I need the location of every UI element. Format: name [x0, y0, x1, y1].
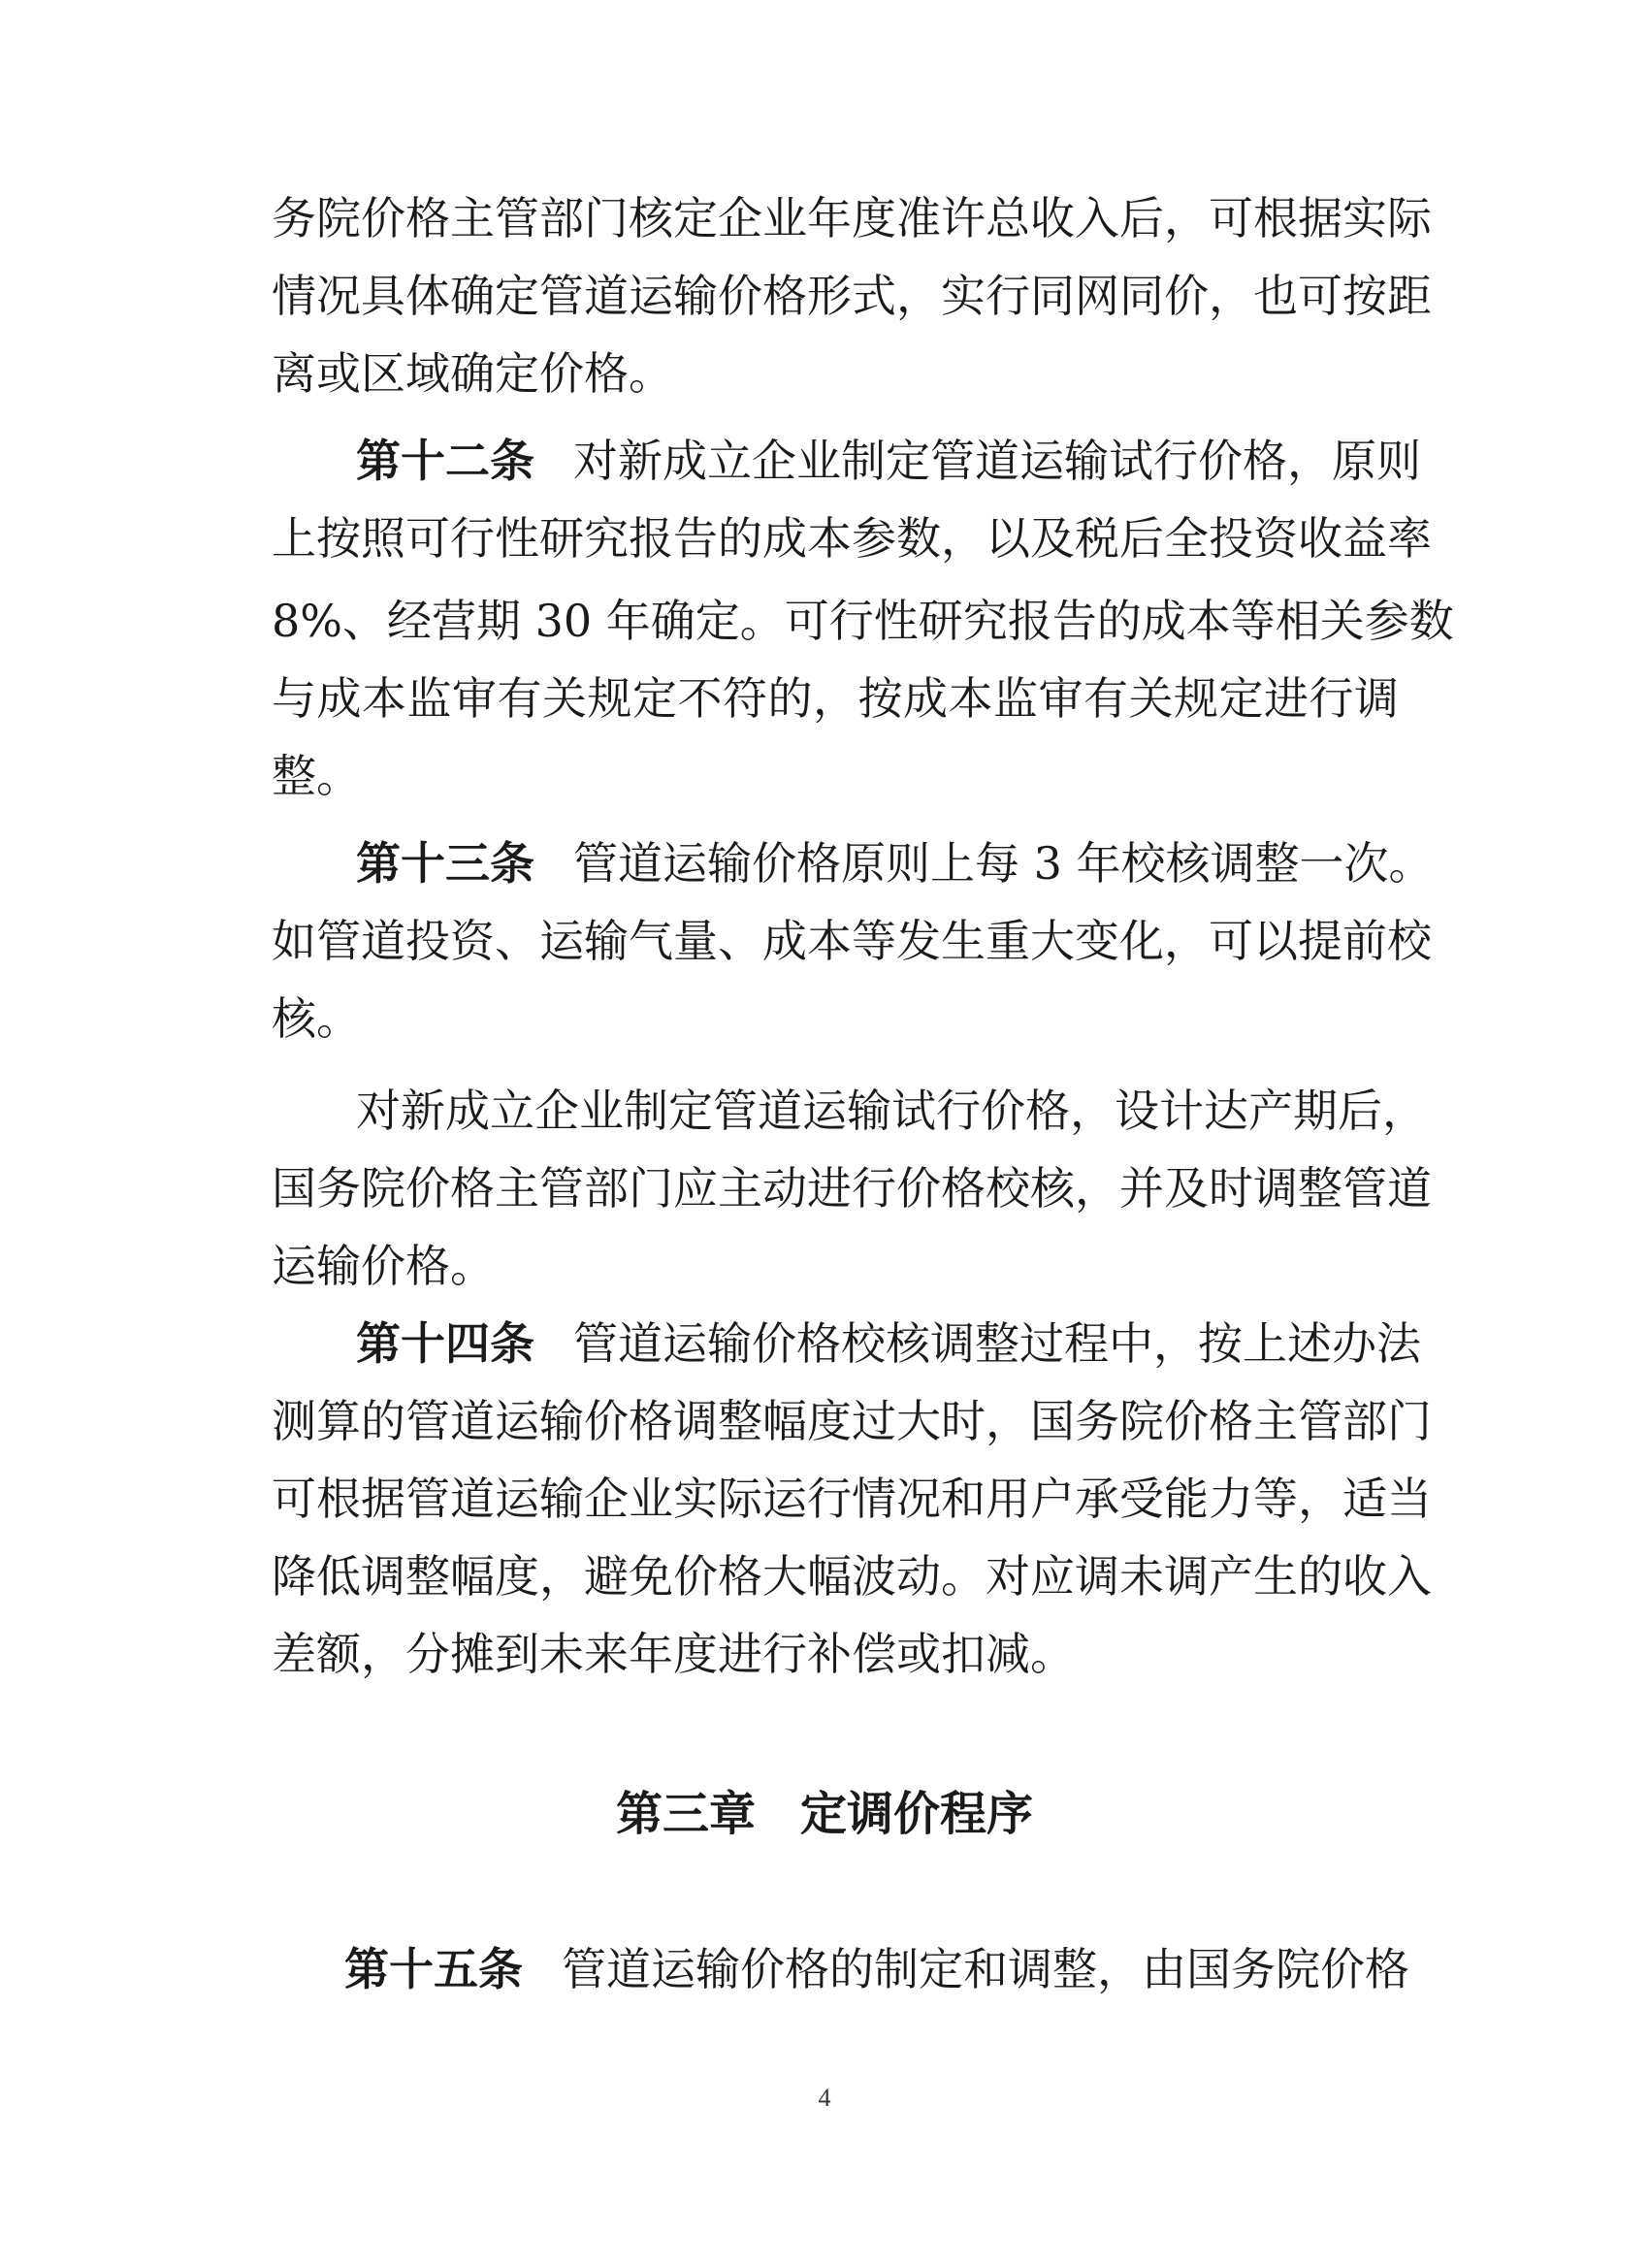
paragraph-line: 整。 [272, 750, 361, 802]
paragraph-first-line: 对新成立企业制定管道运输试行价格，设计达产期后， [356, 1085, 1427, 1137]
paragraph-line: 运输价格。 [272, 1240, 495, 1292]
paragraph-line: 8%、经营期 30 年确定。可行性研究报告的成本等相关参数 [272, 595, 1454, 647]
paragraph-line: 核。 [272, 992, 361, 1045]
paragraph-line: 国务院价格主管部门应主动进行价格校核，并及时调整管道 [272, 1162, 1432, 1215]
article-15-first-line [344, 1940, 1409, 1998]
paragraph-line: 降低调整幅度，避免价格大幅波动。对应调未调产生的收入 [272, 1550, 1432, 1603]
article-text: 管道运输价格的制定和调整，由国务院价格 [562, 1943, 1409, 1995]
paragraph-line: 与成本监审有关规定不符的，按成本监审有关规定进行调 [272, 672, 1399, 725]
paragraph-line: 情况具体确定管道运输价格形式，实行同网同价，也可按距 [272, 270, 1432, 322]
article-text: 管道运输价格校核调整过程中，按上述办法 [573, 1317, 1421, 1370]
article-14-first-line [356, 1314, 1421, 1373]
article-12-first-line [356, 432, 1421, 490]
article-label: 第十二条 [356, 435, 534, 487]
article-label: 第十四条 [356, 1317, 534, 1370]
page-number: 4 [818, 2084, 831, 2112]
article-text: 对新成立企业制定管道运输试行价格，原则 [573, 435, 1421, 487]
paragraph-line: 差额，分摊到未来年度进行补偿或扣减。 [272, 1628, 1075, 1680]
chapter-title: 定调价程序 [800, 1787, 1034, 1841]
chapter-number: 第三章 [615, 1787, 756, 1841]
paragraph-line: 务院价格主管部门核定企业年度准许总收入后，可根据实际 [272, 192, 1432, 244]
paragraph-line: 可根据管道运输企业实际运行情况和用户承受能力等，适当 [272, 1473, 1432, 1525]
chapter-heading [0, 1785, 1649, 1843]
article-label: 第十五条 [344, 1943, 523, 1995]
article-13-first-line [356, 834, 1434, 892]
article-text: 管道运输价格原则上每 3 年校核调整一次。 [573, 837, 1434, 890]
paragraph-line: 如管道投资、运输气量、成本等发生重大变化，可以提前校 [272, 915, 1432, 967]
paragraph-line: 上按照可行性研究报告的成本参数，以及税后全投资收益率 [272, 512, 1432, 565]
article-label: 第十三条 [356, 837, 534, 890]
paragraph-line: 离或区域确定价格。 [272, 347, 673, 400]
paragraph-line: 测算的管道运输价格调整幅度过大时，国务院价格主管部门 [272, 1395, 1432, 1447]
